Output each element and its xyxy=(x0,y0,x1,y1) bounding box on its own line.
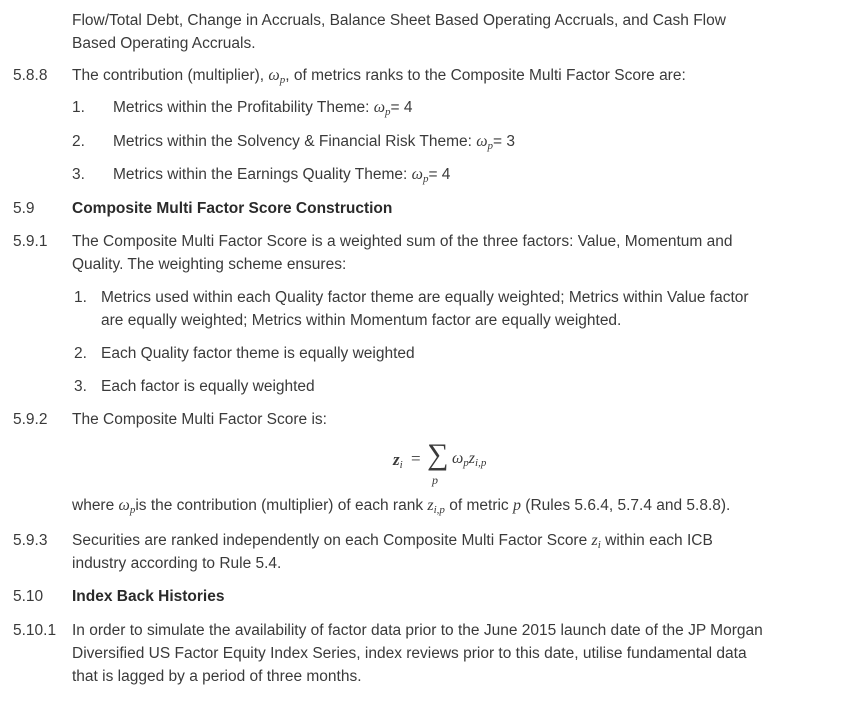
section-number: 5.9.1 xyxy=(13,233,48,250)
paragraph-line: Quality. The weighting scheme ensures: xyxy=(72,256,347,273)
list-number: 1. xyxy=(72,99,85,116)
z-i-symbol: $z_i$ xyxy=(591,532,601,551)
omega-p-symbol: $\omega_p$ xyxy=(118,497,136,516)
section-heading: Index Back Histories xyxy=(72,588,225,605)
list-item: Each factor is equally weighted xyxy=(101,378,315,395)
omega-p-symbol: $\omega_p$ xyxy=(373,99,391,118)
weight-value: = 4 xyxy=(428,166,451,183)
list-number: 3. xyxy=(74,378,87,395)
section-number: 5.10.1 xyxy=(13,622,57,639)
paragraph-line: In order to simulate the availability of factor data prior to the June 2015 launch date of the JP Morgan xyxy=(72,622,763,639)
list-item xyxy=(113,131,515,157)
section-number: 5.9.2 xyxy=(13,411,48,428)
paragraph-line: The Composite Multi Factor Score is a weighted sum of the three factors: Value, Momentum and xyxy=(72,233,733,250)
omega-p-symbol: $\omega_p$ xyxy=(268,67,286,86)
formula-sum-index: p xyxy=(432,473,438,487)
paragraph-line: Diversified US Factor Equity Index Series, index reviews prior to this date, utilise fundamental data xyxy=(72,645,747,662)
list-item xyxy=(113,97,413,123)
text-fragment: (Rules 5.6.4, 5.7.4 and 5.8.8). xyxy=(520,497,731,514)
list-number: 2. xyxy=(74,345,87,362)
z-ip-symbol: $z_{i,p}$ xyxy=(427,497,445,516)
list-item: Each Quality factor theme is equally weighted xyxy=(101,345,415,362)
list-number: 3. xyxy=(72,166,85,183)
text-fragment: The contribution (multiplier), xyxy=(72,67,269,84)
text-fragment: is the contribution (multiplier) of each rank xyxy=(135,497,428,514)
text-fragment: where xyxy=(72,497,119,514)
paragraph-line: that is lagged by a period of three months. xyxy=(72,668,362,685)
weight-value: = 3 xyxy=(493,133,516,150)
section-heading: Composite Multi Factor Score Construction xyxy=(72,200,393,217)
text-fragment: Metrics within the Profitability Theme: xyxy=(113,99,374,116)
section-number: 5.9.3 xyxy=(13,532,48,549)
text-fragment: Metrics within the Earnings Quality Theme: xyxy=(113,166,412,183)
list-item-continuation: are equally weighted; Metrics within Momentum factor are equally weighted. xyxy=(101,312,622,329)
paragraph-line: Flow/Total Debt, Change in Accruals, Balance Sheet Based Operating Accruals, and Cash Flow xyxy=(72,12,726,29)
section-number: 5.9 xyxy=(13,200,35,217)
omega-p-symbol: $\omega_p$ xyxy=(476,133,494,152)
section-number: 5.8.8 xyxy=(13,67,48,84)
formula-z-i: $z_i$ xyxy=(393,450,403,471)
text-fragment: , of metrics ranks to the Composite Multi Factor Score are: xyxy=(285,67,686,84)
section-number: 5.10 xyxy=(13,588,44,605)
formula-sum-symbol: ∑ xyxy=(427,438,449,471)
p-symbol: p xyxy=(512,497,521,514)
text-fragment: of metric xyxy=(444,497,513,514)
text-fragment: Metrics within the Solvency & Financial Risk Theme: xyxy=(113,133,477,150)
paragraph-line xyxy=(72,65,686,91)
formula-equals: = xyxy=(411,449,421,468)
paragraph-line: industry according to Rule 5.4. xyxy=(72,555,282,572)
weight-value: = 4 xyxy=(390,99,413,116)
paragraph-line xyxy=(72,495,730,521)
omega-p-symbol: $\omega_p$ xyxy=(411,166,429,185)
composite-score-formula xyxy=(390,438,500,490)
paragraph-line: Based Operating Accruals. xyxy=(72,35,256,52)
list-number: 1. xyxy=(74,289,87,306)
list-item xyxy=(113,164,450,190)
list-item: Metrics used within each Quality factor theme are equally weighted; Metrics within Value factor xyxy=(101,289,749,306)
text-fragment: within each ICB xyxy=(600,532,713,549)
paragraph-line: The Composite Multi Factor Score is: xyxy=(72,411,327,428)
text-fragment: Securities are ranked independently on each Composite Multi Factor Score xyxy=(72,532,592,549)
list-number: 2. xyxy=(72,133,85,150)
formula-summand: $\omega_pz_{i,p}$ xyxy=(452,450,487,469)
